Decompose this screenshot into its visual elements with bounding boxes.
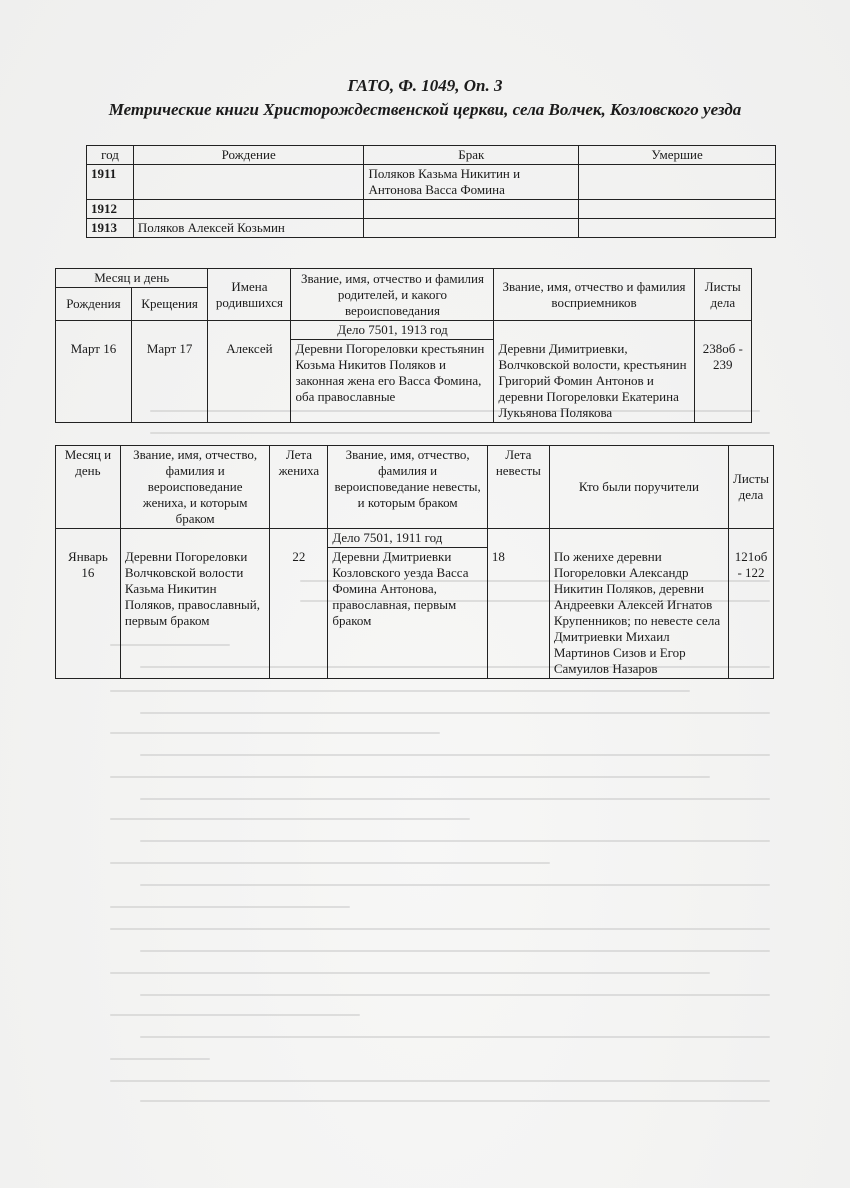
group-header-month-day: Месяц и день — [56, 269, 208, 288]
groom-cell: Деревни Погореловки Волчковской волости Казьма Никитин Поляков, православный, первым браком — [120, 548, 270, 679]
birth-header-row-1 — [56, 269, 752, 288]
col-groom-age: Лета жениха — [270, 446, 328, 529]
col-sheets: Листы дела — [694, 269, 751, 321]
birth-record-table — [55, 268, 752, 423]
summary-table — [86, 145, 776, 238]
case-reference: Дело 7501, 1911 год — [328, 529, 488, 548]
table-row — [56, 340, 752, 423]
date-cell: Январь 16 — [56, 548, 121, 679]
marriage-cell — [364, 219, 579, 238]
col-death: Умершие — [579, 146, 776, 165]
bride-cell: Деревни Дмитриевки Козловского уезда Васса Фомина Антонова, православная, первым браком — [328, 548, 488, 679]
birth-cell — [133, 165, 364, 200]
col-parents: Звание, имя, отчество и фамилия родителей, и какого вероисповедания — [291, 269, 494, 321]
col-sheets: Листы дела — [729, 446, 774, 529]
summary-header-row — [87, 146, 776, 165]
birth-cell: Поляков Алексей Козьмин — [133, 219, 364, 238]
col-groom: Звание, имя, отчество, фамилия и вероисповедание жениха, и которым браком — [120, 446, 270, 529]
year-cell: 1912 — [87, 200, 134, 219]
name-cell: Алексей — [208, 340, 291, 423]
col-birth-date: Рождения — [56, 288, 132, 321]
table-row — [56, 548, 774, 679]
col-birth: Рождение — [133, 146, 364, 165]
col-bride: Звание, имя, отчество, фамилия и вероисповедание невесты, и которым браком — [328, 446, 488, 529]
guarantors-cell: По жениxе деревни Погореловки Александр Никитин Поляков, деревни Андреевки Алексей Игнатов Крупенников; по невесте села Дмитриевки Михаил Мартинов Сизов и Егор Самуилов Назаров — [549, 548, 728, 679]
table-row — [87, 219, 776, 238]
col-marriage: Брак — [364, 146, 579, 165]
groom-age-cell: 22 — [270, 548, 328, 679]
sheets-cell: 238об - 239 — [694, 340, 751, 423]
death-cell — [579, 200, 776, 219]
case-reference: Дело 7501, 1913 год — [291, 321, 494, 340]
col-names: Имена родившихся — [208, 269, 291, 321]
death-cell — [579, 165, 776, 200]
bride-age-cell: 18 — [487, 548, 549, 679]
col-godparents: Звание, имя, отчество и фамилия восприемников — [494, 269, 694, 321]
table-row — [87, 200, 776, 219]
year-cell: 1913 — [87, 219, 134, 238]
death-cell — [579, 219, 776, 238]
col-bride-age: Лета невесты — [487, 446, 549, 529]
col-guarantors: Кто были поручители — [549, 446, 728, 529]
col-baptism-date: Крещения — [131, 288, 208, 321]
marriage-cell — [364, 200, 579, 219]
sheets-cell: 121об - 122 — [729, 548, 774, 679]
baptism-date-cell: Март 17 — [131, 340, 208, 423]
case-reference-row — [56, 321, 752, 340]
document-title: Метрические книги Христорождественской церкви, села Волчек, Козловского уезда — [108, 100, 742, 119]
marriage-cell: Поляков Казьма Никитин и Антонова Васса Фомина — [364, 165, 579, 200]
birth-cell — [133, 200, 364, 219]
birth-date-cell: Март 16 — [56, 340, 132, 423]
year-cell: 1911 — [87, 165, 134, 200]
archive-reference: ГАТО, Ф. 1049, Оп. 3 — [347, 76, 503, 95]
col-year: год — [87, 146, 134, 165]
marriage-header-row — [56, 446, 774, 529]
godparents-cell: Деревни Димитриевки, Волчковской волости, крестьянин Григорий Фомин Антонов и деревни Погореловки Екатерина Лукьянова Полякова — [494, 340, 694, 423]
marriage-record-table — [55, 445, 774, 679]
case-reference-row — [56, 529, 774, 548]
table-row — [87, 165, 776, 200]
parents-cell: Деревни Погореловки крестьянин Козьма Никитов Поляков и законная жена его Васса Фомина, оба православные — [291, 340, 494, 423]
col-month-day: Месяц и день — [56, 446, 121, 529]
